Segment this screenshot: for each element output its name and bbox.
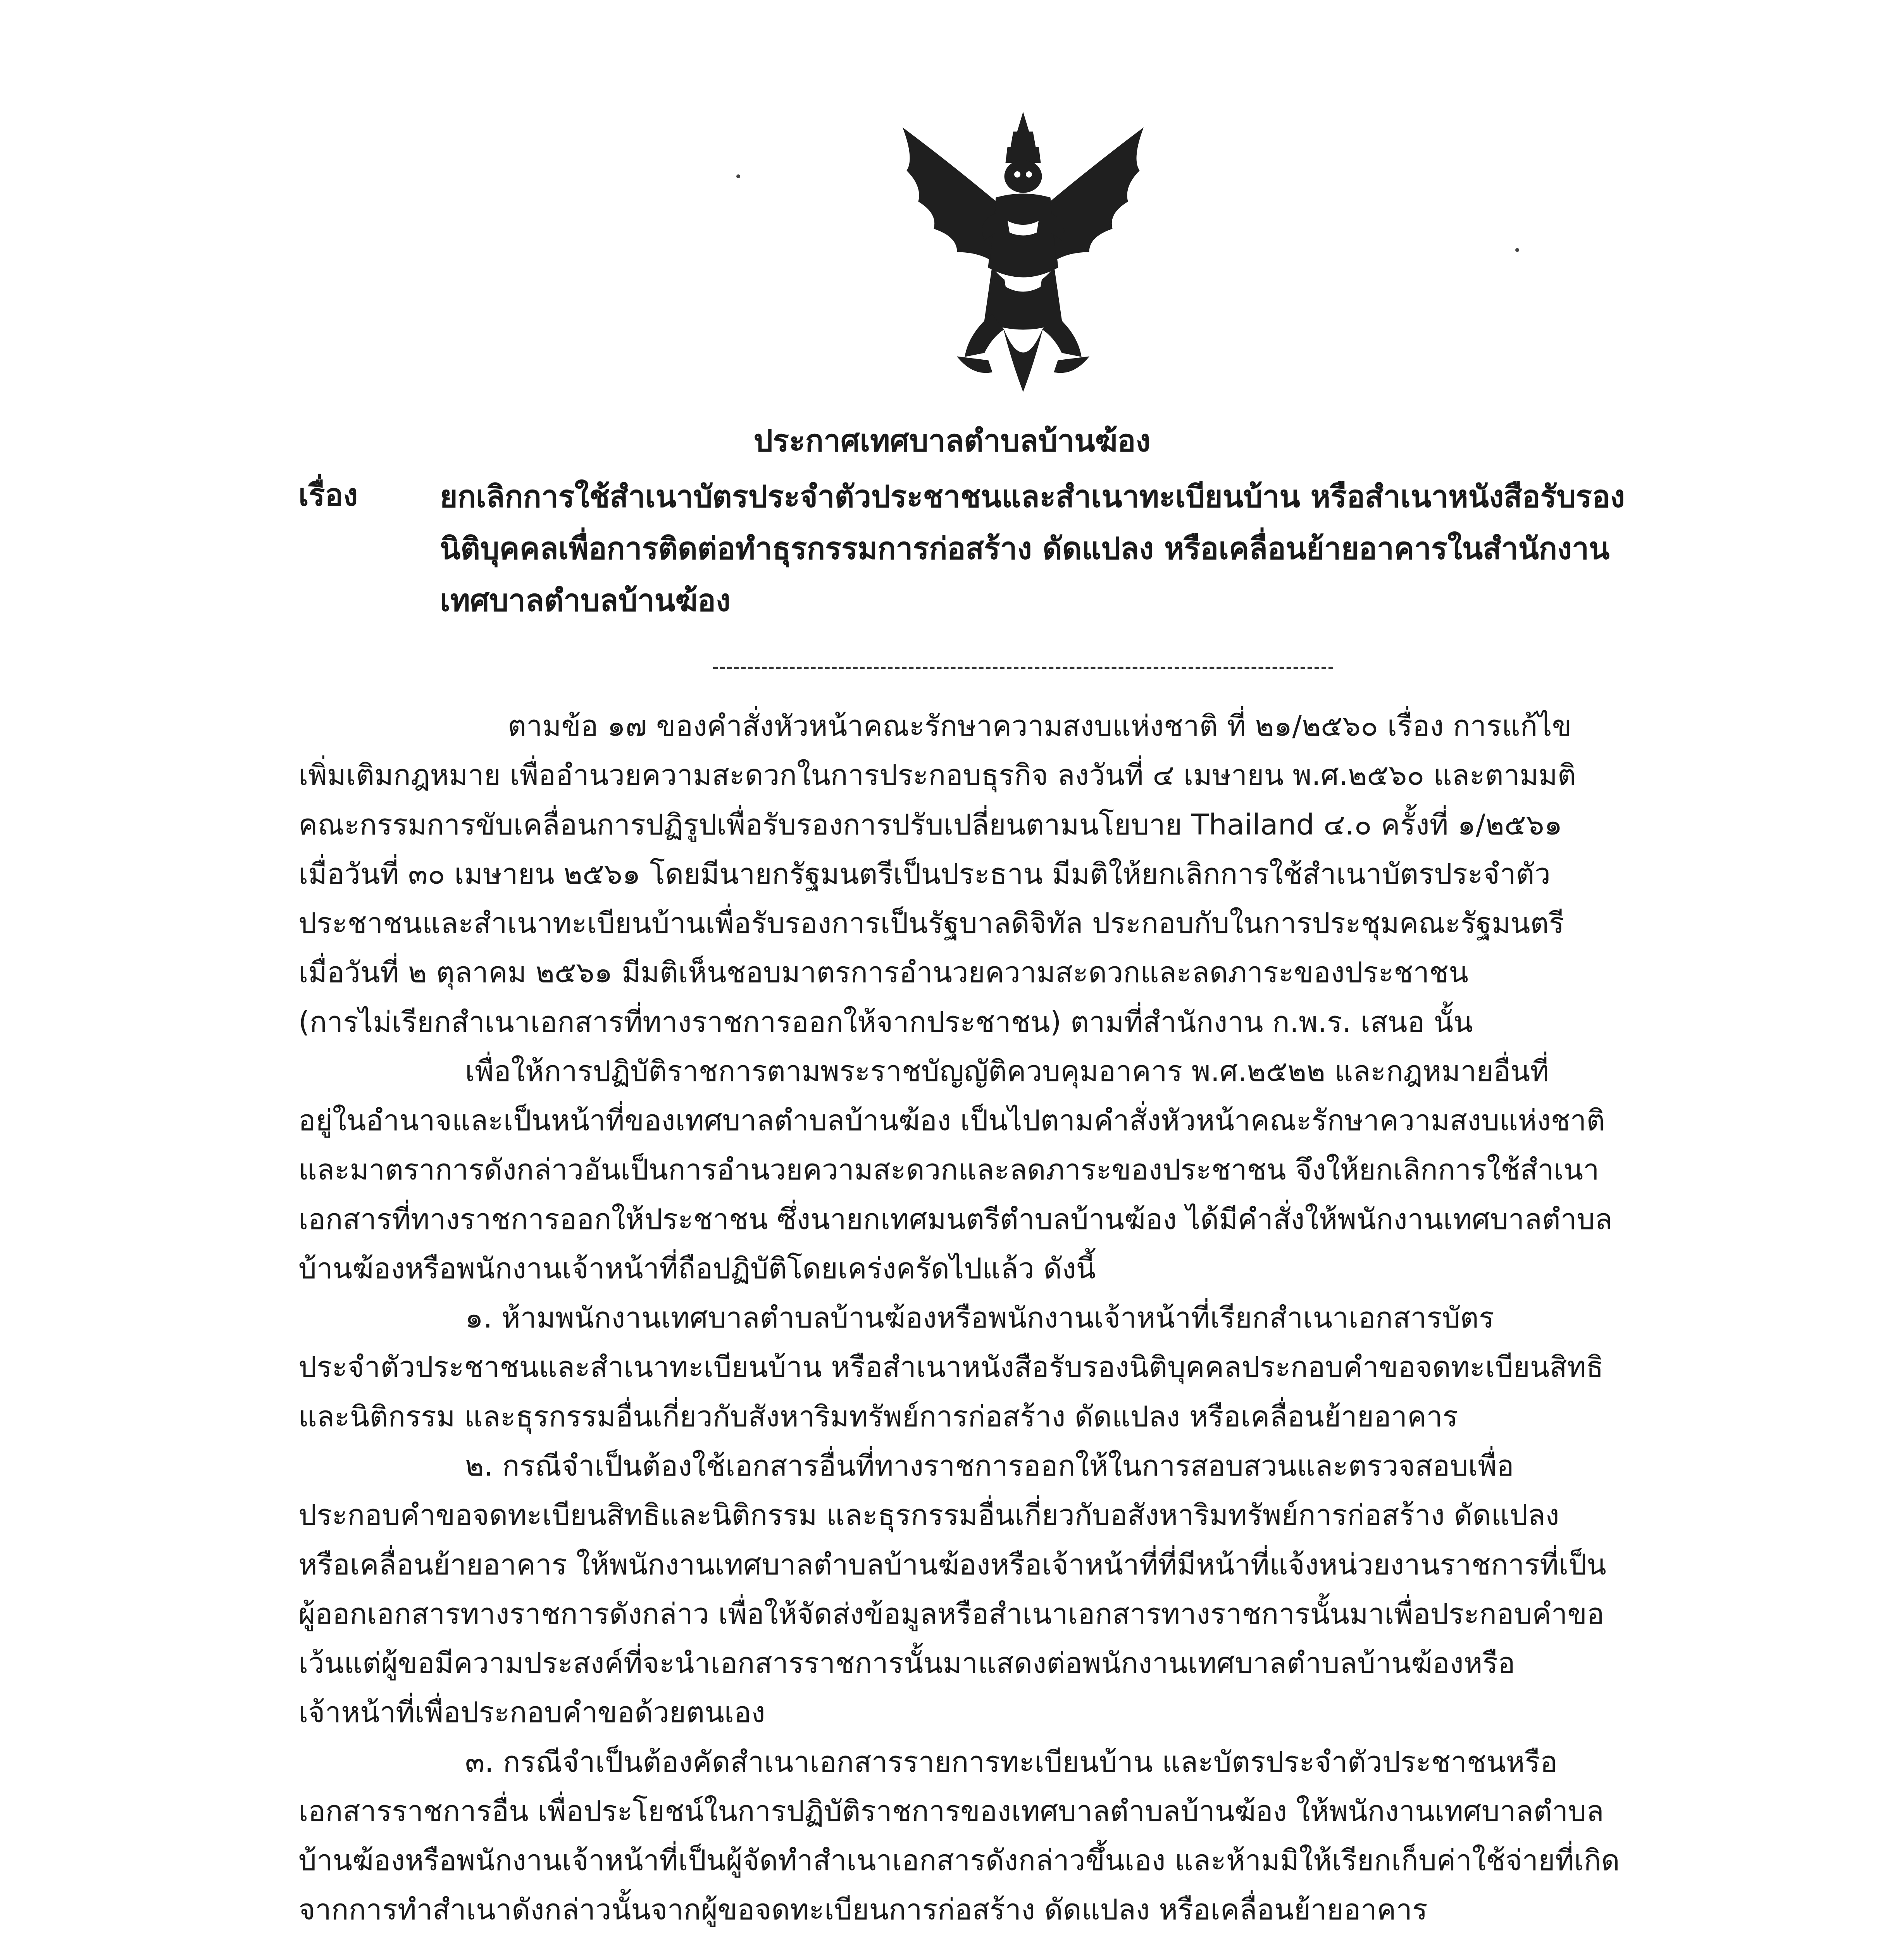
paragraph-item-1 [298,1293,1763,1441]
body-line: หรือเคลื่อนย้ายอาคาร ให้พนักงานเทศบาลตำบลบ้านฆ้องหรือเจ้าหน้าที่ที่มีหน้าที่แจ้งหน่วยงานราชการที่เป็น [298,1548,1606,1581]
body-line: ประกอบคำขอจดทะเบียนสิทธิและนิติกรรม และธุรกรรมอื่นเกี่ยวกับอสังหาริมทรัพย์การก่อสร้าง ดัดแปลง [298,1498,1559,1532]
scan-speck [1515,248,1519,252]
body-line: ผู้ออกเอกสารทางราชการดังกล่าว เพื่อให้จัดส่งข้อมูลหรือสำเนาเอกสารทางราชการนั้นมาเพื่อประกอบคำขอ [298,1597,1604,1631]
body-line: เพื่อให้การปฏิบัติราชการตามพระราชบัญญัติควบคุมอาคาร พ.ศ.๒๕๒๒ และกฎหมายอื่นที่ [465,1054,1549,1088]
paragraph-item-3 [298,1738,1763,1935]
body-line: และมาตราการดังกล่าวอันเป็นการอำนวยความสะดวกและลดภาระของประชาชน จึงให้ยกเลิกการใช้สำเนา [298,1153,1599,1187]
body-line: และนิติกรรม และธุรกรรมอื่นเกี่ยวกับสังหาริมทรัพย์การก่อสร้าง ดัดแปลง หรือเคลื่อนย้ายอาคาร [298,1400,1458,1433]
body-line: บ้านฆ้องหรือพนักงานเจ้าหน้าที่ถือปฏิบัติโดยเคร่งครัดไปแล้ว ดังนี้ [298,1252,1096,1285]
body-line: เมื่อวันที่ ๒ ตุลาคม ๒๕๖๑ มีมติเห็นชอบมาตรการอำนวยความสะดวกและลดภาระของประชาชน [298,956,1468,990]
body-line: อยู่ในอำนาจและเป็นหน้าที่ของเทศบาลตำบลบ้านฆ้อง เป็นไปตามคำสั่งหัวหน้าคณะรักษาความสงบแห่งชาติ [298,1104,1605,1138]
body-line: เจ้าหน้าที่เพื่อประกอบคำขอด้วยตนเอง [298,1696,765,1729]
body-line: เมื่อวันที่ ๓๐ เมษายน ๒๕๖๑ โดยมีนายกรัฐมนตรีเป็นประธาน มีมติให้ยกเลิกการใช้สำเนาบัตรประจำตัว [298,857,1551,891]
body-line: จากการทำสำเนาดังกล่าวนั้นจากผู้ขอจดทะเบียนการก่อสร้าง ดัดแปลง หรือเคลื่อนย้ายอาคาร [298,1893,1428,1927]
body-line: (การไม่เรียกสำเนาเอกสารที่ทางราชการออกให้จากประชาชน) ตามที่สำนักงาน ก.พ.ร. เสนอ นั้น [298,1005,1473,1039]
body-line: ประชาชนและสำเนาทะเบียนบ้านเพื่อรับรองการเป็นรัฐบาลดิจิทัล ประกอบกับในการประชุมคณะรัฐมนตรี [298,907,1565,940]
body-line: ประจำตัวประชาชนและสำเนาทะเบียนบ้าน หรือสำเนาหนังสือรับรองนิติบุคคลประกอบคำขอจดทะเบียนสิทธิ [298,1350,1604,1384]
subject-line: ยกเลิกการใช้สำเนาบัตรประจำตัวประชาชนและสำเนาทะเบียนบ้าน หรือสำเนาหนังสือรับรอง [440,479,1625,514]
subject-line: นิติบุคคลเพื่อการติดต่อทำธุรกรรมการก่อสร้าง ดัดแปลง หรือเคลื่อนย้ายอาคารในสำนักงาน [440,531,1610,567]
body-line: บ้านฆ้องหรือพนักงานเจ้าหน้าที่เป็นผู้จัดทำสำเนาเอกสารดังกล่าวขึ้นเอง และห้ามมิให้เรียกเก็บค่าใช้จ่ายที่เกิด [298,1844,1620,1878]
body-line: คณะกรรมการขับเคลื่อนการปฏิรูปเพื่อรับรองการปรับเปลี่ยนตามนโยบาย Thailand ๔.๐ ครั้งที่ ๑/๒๕๖๑ [298,808,1563,841]
body-line [298,1935,1763,1938]
body-line: ตามข้อ ๑๗ ของคำสั่งหัวหน้าคณะรักษาความสงบแห่งชาติ ที่ ๒๑/๒๕๖๐ เรื่อง การแก้ไข [508,709,1572,743]
body-line: เว้นแต่ผู้ขอมีความประสงค์ที่จะนำเอกสารราชการนั้นมาแสดงต่อพนักงานเทศบาลตำบลบ้านฆ้องหรือ [298,1647,1515,1680]
paragraph-item-4 [298,1935,1763,1938]
paragraph-purpose [298,1047,1763,1293]
body-line: ๒. กรณีจำเป็นต้องใช้เอกสารอื่นที่ทางราชการออกให้ในการสอบสวนและตรวจสอบเพื่อ [465,1449,1514,1483]
announcement-heading: ประกาศเทศบาลตำบลบ้านฆ้อง [753,424,1151,459]
garuda-emblem-icon [880,105,1167,399]
subject-text [440,471,1758,627]
body-line: ๑. ห้ามพนักงานเทศบาลตำบลบ้านฆ้องหรือพนักงานเจ้าหน้าที่เรียกสำเนาเอกสารบัตร [465,1301,1494,1335]
body-line: เอกสารที่ทางราชการออกให้ประชาชน ซึ่งนายกเทศมนตรีตำบลบ้านฆ้อง ได้มีคำสั่งให้พนักงานเทศบาลตำบล [298,1202,1613,1236]
body-line: เอกสารราชการอื่น เพื่อประโยชน์ในการปฏิบัติราชการของเทศบาลตำบลบ้านฆ้อง ให้พนักงานเทศบาลตำบล [298,1794,1604,1828]
paragraph-preamble [298,702,1763,1047]
scan-speck [736,174,740,178]
paragraph-item-2 [298,1441,1763,1738]
body-line: ๓. กรณีจำเป็นต้องคัดสำเนาเอกสารรายการทะเบียนบ้าน และบัตรประจำตัวประชาชนหรือ [465,1745,1558,1779]
subject-label: เรื่อง [298,478,358,513]
separator-dashed-line [713,667,1333,669]
announcement-body [298,702,1763,1938]
body-line: เพิ่มเติมกฎหมาย เพื่ออำนวยความสะดวกในการประกอบธุรกิจ ลงวันที่ ๔ เมษายน พ.ศ.๒๕๖๐ และตามมติ [298,759,1576,792]
subject-line: เทศบาลตำบลบ้านฆ้อง [440,583,731,619]
